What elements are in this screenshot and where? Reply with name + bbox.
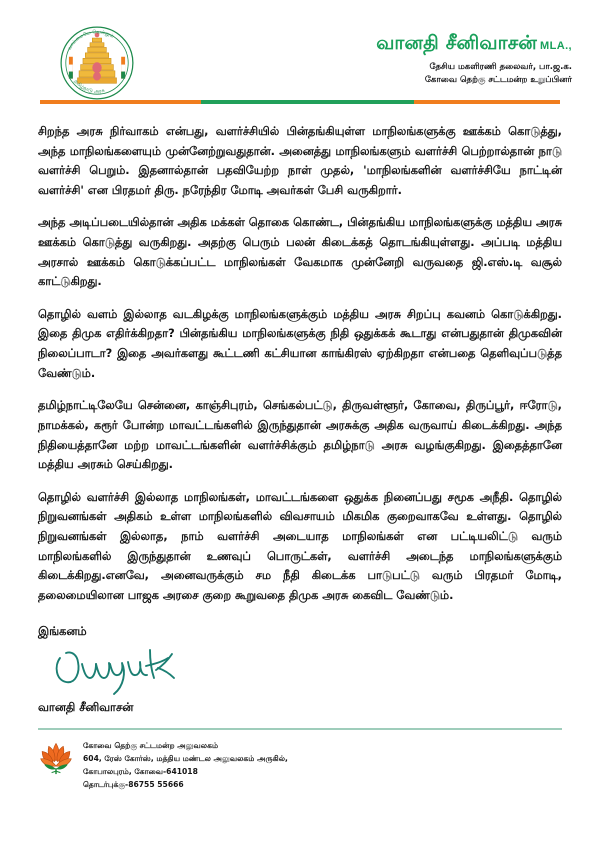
letter-body [0, 104, 600, 605]
signature-salutation: இங்கனம் [38, 624, 87, 639]
letter-paragraph: தமிழ்நாட்டிலேயே சென்னை, காஞ்சிபுரம், செங்கல்பட்டு, திருவள்ளூர், கோவை, திருப்பூர், ஈரோடு, நாமக்கல், கரூர் போன்ற மாவட்டங்களில் இருந்துதான் அரசுக்கு அதிக வருவாய் கிடைக்கிறது. அந்த நிதியைத்தானே மற்ற மாவட்டங்களின் வளர்ச்சிக்கும் தமிழ்நாடு அரசு வழங்குகிறது. இதைத்தானே மத்திய அரசும் செய்கிறது. [38, 398, 562, 472]
footer [0, 730, 600, 791]
handwritten-signature-icon [52, 642, 222, 698]
letter-paragraph: தொழில் வளம் இல்லாத வடகிழக்கு மாநிலங்களுக்கும் மத்திய அரசு சிறப்பு கவனம் கொடுக்கிறது. இதை திமுக எதிர்க்கிறதா? பின்தங்கிய மாநிலங்களுக்கு நிதி ஒதுக்கக் கூடாது என்பதுதான் திமுகவின் நிலைப்பாடா? இதை அவர்களது கூட்டணி கட்சியான காங்கிரஸ் ஏற்கிறதா என்பதை தெளிவுப்படுத்த வேண்டும். [38, 306, 562, 380]
letter-paragraph: சிறந்த அரசு நிர்வாகம் என்பது, வளர்ச்சியில் பின்தங்கியுள்ள மாநிலங்களுக்கு ஊக்கம் கொடுத்து, அந்த மாநிலங்களையும் முன்னேற்றுவதுதான். அனைத்து மாநிலங்களும் வளர்ச்சி பெற்றால்தான் நாடு வளர்ச்சி பெறும். இதனால்தான் பதவியேற்ற நாள் முதல், 'மாநிலங்களின் வளர்ச்சியே நாட்டின் வளர்ச்சி' என பிரதமர் திரு. நரேந்திர மோடி அவர்கள் பேசி வருகிறார். [38, 124, 562, 197]
letterhead-subtitle [376, 61, 572, 87]
mla-name-suffix: MLA., [540, 40, 572, 52]
footer-address-line: கோவை தெற்கு சட்டமன்ற அலுவலகம் [83, 740, 219, 750]
letterhead-text-block [376, 33, 572, 87]
signature-name: வானதி சீனிவாசன் [38, 700, 134, 715]
letter-paragraph: அந்த அடிப்படையில்தான் அதிக மக்கள் தொகை கொண்ட, பின்தங்கிய மாநிலங்களுக்கு மத்திய அரசு ஊக்கம் கொடுத்து வருகிறது. அதற்கு பெரும் பலன் கிடைக்கத் தொடங்கியுள்ளது. அப்படி மத்திய அரசால் ஊக்கம் கொடுக்கப்பட்ட மாநிலங்கள் வேகமாக முன்னேறி வருவதை ஜி.எஸ்.டி வசூல் காட்டுகிறது. [38, 215, 562, 289]
bjp-lotus-logo-icon [38, 739, 74, 777]
footer-address-line: தொடர்புக்கு-86755 55666 [83, 780, 184, 790]
tricolor-segment-green [201, 100, 414, 104]
footer-address-line: கோபாலபுரம், கோவை-641018 [83, 767, 198, 776]
mla-name-tamil: வானதி சீனிவாசன் [376, 32, 538, 54]
signature-block [0, 618, 600, 716]
footer-address-line: 604, ரேஸ் கோர்ஸ், மத்திய மண்டல அலுவலகம் அருகில், [83, 753, 288, 763]
letterhead [0, 0, 600, 100]
letterhead-subtitle-line-2: கோவை தெற்கு சட்டமன்ற உறுப்பினர் [424, 75, 572, 86]
mla-name [376, 33, 572, 54]
letter-paragraph: தொழில் வளர்ச்சி இல்லாத மாநிலங்கள், மாவட்டங்களை ஒதுக்க நினைப்பது சமூக அநீதி. தொழில் நிறுவனங்கள் அதிகம் உள்ள மாநிலங்களில் விவசாயம் மிகமிக குறைவாகவே உள்ளது. தொழில் நிறுவனங்கள் இல்லாத, நாம் வளர்ச்சி அடையாத மாநிலங்கள் என பட்டியலிட்டு வரும் மாநிலங்களில் இருந்துதான் உணவுப் பொருட்கள், வளர்ச்சி அடைந்த மாநிலங்களுக்கும் கிடைக்கிறது.எனவே, அனைவருக்கும் சம நீதி கிடைக்க பாடுபட்டு வரும் பிரதமர் மோடி, தலைமையிலான பாஜக அரசை குறை கூறுவதை திமுக அரசு கைவிட வேண்டும். [38, 489, 562, 602]
tamil-nadu-state-emblem-icon [58, 24, 136, 102]
letterhead-subtitle-line-1: தேசிய மகளிரணி தலைவர், பா.ஜ.க. [429, 61, 572, 72]
tricolor-segment-saffron-right [414, 100, 560, 104]
svg-text:தமிழ்நாடு அரசு: தமிழ்நாடு அரசு [72, 79, 106, 95]
footer-address [83, 739, 288, 791]
svg-text:வாய்மையே வெல்லும்: வாய்மையே வெல்லும் [67, 30, 115, 52]
